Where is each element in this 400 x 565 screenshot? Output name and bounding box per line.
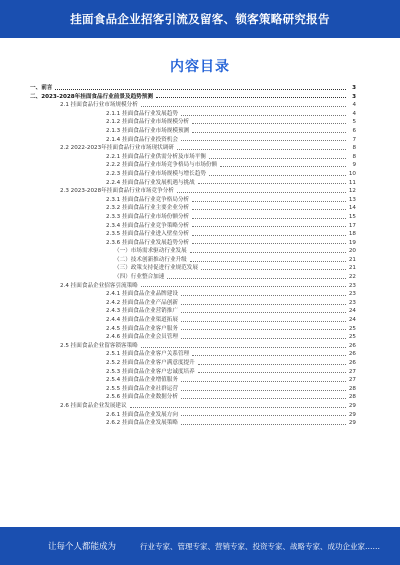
toc-entry-page: 23 [348, 299, 356, 306]
toc-entry[interactable] [30, 299, 356, 308]
toc-entry[interactable] [30, 359, 356, 368]
toc-entry[interactable] [30, 290, 356, 299]
toc-entry[interactable] [30, 273, 356, 282]
toc-entry-label: 2.4.6 挂面食品企业会员管理 [106, 334, 178, 341]
toc-dot-leader [181, 140, 346, 141]
toc-dot-leader [198, 364, 346, 365]
toc-entry-label: 2.6 挂面食品企业发展建议 [60, 402, 127, 409]
toc-entry-page: 18 [348, 231, 356, 238]
toc-entry-label: 2.2.3 挂面食品行业市场规模与增长趋势 [106, 170, 206, 177]
toc-entry-label: 二、2023-2028年挂面食品行业前景及趋势预测 [30, 93, 153, 100]
toc-dot-leader [55, 89, 346, 90]
toc-entry-label: 2.1.4 挂面食品行业投资机会 [106, 136, 178, 143]
toc-entry[interactable] [30, 204, 356, 213]
toc-dot-leader [190, 261, 346, 262]
toc-entry[interactable] [30, 230, 356, 239]
toc-entry-label: 2.1.2 挂面食品行业市场规模分析 [106, 119, 190, 126]
toc-entry[interactable] [30, 153, 356, 162]
toc-dot-leader [130, 407, 346, 408]
toc-dot-leader [192, 218, 346, 219]
toc-entry-label: 2.4.3 挂面食品企业营销推广 [106, 308, 178, 315]
toc-entry-label: 2.4.2 挂面食品企业产品创新 [106, 299, 178, 306]
toc-dot-leader [209, 175, 346, 176]
toc-entry-label: 2.3.5 挂面食品行业进入壁垒分析 [106, 231, 190, 238]
toc-entry-label: 2.2.2 挂面食品行业市场竞争格局与市场份额 [106, 162, 218, 169]
toc-entry-page: 8 [352, 145, 356, 152]
toc-dot-leader [181, 415, 346, 416]
toc-entry-page: 4 [352, 102, 356, 109]
toc-entry-label: 2.1.1 挂面食品行业发展趋势 [106, 110, 178, 117]
toc-dot-leader [192, 201, 346, 202]
toc-entry-page: 29 [348, 411, 356, 418]
toc-dot-leader [141, 106, 346, 107]
toc-entry[interactable] [30, 402, 356, 411]
toc-entry[interactable] [30, 101, 356, 110]
toc-entry-page: 26 [348, 342, 356, 349]
toc-entry-page: 25 [348, 325, 356, 332]
toc-entry-label: 2.2.4 挂面食品行业发展机遇与挑战 [106, 179, 195, 186]
toc-dot-leader [181, 398, 346, 399]
toc-entry-page: 20 [348, 248, 356, 255]
toc-dot-leader [209, 158, 346, 159]
toc-entry-label: 2.5.5 挂面食品企业社群运营 [106, 385, 178, 392]
toc-entry-label: 2.2 2022-2023年挂面食品行业市场现状调研 [60, 145, 174, 152]
toc-dot-leader [192, 123, 346, 124]
toc-entry-page: 7 [352, 136, 356, 143]
toc-entry[interactable] [30, 110, 356, 119]
table-of-contents [30, 84, 356, 428]
toc-entry-label: 2.2.1 挂面食品行业供需分析及市场平衡 [106, 153, 206, 160]
toc-entry[interactable] [30, 239, 356, 248]
toc-dot-leader [156, 97, 346, 98]
page-footer [0, 527, 400, 565]
toc-entry-label: 2.4.1 挂面食品企业品牌建设 [106, 291, 178, 298]
toc-entry-page: 12 [348, 188, 356, 195]
toc-dot-leader [141, 347, 346, 348]
toc-dot-leader [181, 312, 346, 313]
toc-entry-page: 10 [348, 170, 356, 177]
toc-entry-page: 4 [352, 110, 356, 117]
toc-entry-page: 8 [352, 153, 356, 160]
toc-entry-label: 2.3.4 挂面食品行业竞争策略分析 [106, 222, 190, 229]
toc-entry-label: （三）政策支持促进行业规范发展 [114, 265, 198, 272]
toc-dot-leader [192, 132, 346, 133]
toc-entry-label: 2.5.2 挂面食品企业客户满意度提升 [106, 360, 195, 366]
toc-entry[interactable] [30, 136, 356, 145]
toc-entry-label: 2.6.1 挂面食品企业发展方向 [106, 411, 178, 418]
toc-entry-label: 2.3.6 挂面食品行业发展趋势分析 [106, 239, 190, 246]
toc-entry-label: 2.3 2023-2028年挂面食品行业市场竞争分析 [60, 188, 174, 195]
toc-entry-page: 5 [352, 119, 356, 126]
toc-entry[interactable] [30, 187, 356, 196]
toc-dot-leader [220, 166, 346, 167]
toc-entry-page: 3 [352, 93, 356, 100]
toc-entry-page: 24 [348, 308, 356, 315]
toc-entry-page: 23 [348, 291, 356, 298]
toc-dot-leader [181, 424, 346, 425]
toc-dot-leader [201, 269, 346, 270]
toc-dot-leader [181, 115, 346, 116]
toc-dot-leader [181, 304, 346, 305]
toc-entry-page: 21 [348, 256, 356, 263]
toc-entry-page: 15 [348, 213, 356, 220]
toc-dot-leader [192, 243, 346, 244]
toc-entry-page: 3 [352, 85, 356, 91]
toc-entry[interactable] [30, 385, 356, 394]
toc-entry-page: 21 [348, 265, 356, 272]
toc-entry[interactable] [30, 196, 356, 205]
toc-dot-leader [192, 235, 346, 236]
toc-entry[interactable] [30, 170, 356, 179]
toc-entry-page: 14 [348, 205, 356, 212]
toc-entry-page: 26 [348, 360, 356, 366]
toc-entry[interactable] [30, 325, 356, 334]
toc-entry-label: 2.3.2 挂面食品行业主要企业分析 [106, 205, 190, 212]
toc-entry-page: 9 [352, 162, 356, 169]
toc-entry[interactable] [30, 222, 356, 231]
toc-entry-page: 23 [348, 282, 356, 289]
toc-dot-leader [198, 183, 346, 184]
toc-entry-page: 17 [348, 222, 356, 229]
toc-entry[interactable] [30, 393, 356, 402]
toc-entry-label: 2.1.3 挂面食品行业市场规模预测 [106, 127, 190, 134]
toc-entry-label: 2.4.5 挂面食品企业客户服务 [106, 325, 178, 332]
toc-entry[interactable] [30, 161, 356, 170]
toc-dot-leader [192, 226, 346, 227]
toc-dot-leader [190, 252, 346, 253]
toc-dot-leader [177, 149, 346, 150]
toc-entry[interactable] [30, 316, 356, 325]
toc-entry-label: 2.4.4 挂面食品企业渠道拓展 [106, 317, 178, 324]
toc-entry[interactable] [30, 179, 356, 188]
toc-dot-leader [177, 192, 346, 193]
toc-entry[interactable] [30, 213, 356, 222]
toc-entry-label: 2.5.6 挂面食品企业数据分析 [106, 394, 178, 401]
toc-entry-label: 2.5.4 挂面食品企业增值服务 [106, 377, 178, 384]
toc-dot-leader [192, 355, 346, 356]
toc-dot-leader [181, 338, 346, 339]
toc-entry[interactable] [30, 247, 356, 256]
toc-entry[interactable] [30, 127, 356, 136]
toc-entry-page: 28 [348, 394, 356, 401]
toc-entry[interactable] [30, 93, 356, 102]
toc-entry-page: 11 [348, 179, 356, 186]
toc-entry-page: 29 [348, 420, 356, 427]
toc-entry-page: 26 [348, 351, 356, 358]
toc-entry[interactable] [30, 333, 356, 342]
toc-entry-label: 2.6.2 挂面食品企业发展策略 [106, 420, 178, 427]
toc-entry[interactable] [30, 350, 356, 359]
toc-heading: 内容目录 [170, 59, 230, 75]
report-title: 挂面食品企业招客引流及留客、锁客策略研究报告 [70, 12, 330, 26]
toc-entry-page: 28 [348, 385, 356, 392]
toc-entry-page: 27 [348, 368, 356, 375]
toc-entry[interactable] [30, 282, 356, 291]
toc-entry[interactable] [30, 264, 356, 273]
toc-dot-leader [141, 286, 346, 287]
toc-entry[interactable] [30, 144, 356, 153]
toc-entry[interactable] [30, 419, 356, 428]
toc-entry-page: 13 [348, 196, 356, 203]
toc-dot-leader [181, 381, 346, 382]
toc-entry-label: 2.5.1 挂面食品企业客户关系管理 [106, 351, 190, 358]
toc-dot-leader [181, 321, 346, 322]
toc-dot-leader [181, 390, 346, 391]
toc-entry-label: 2.5.3 挂面食品企业客户忠诚度培养 [106, 368, 195, 375]
toc-entry[interactable] [30, 376, 356, 385]
toc-dot-leader [192, 209, 346, 210]
toc-dot-leader [198, 372, 346, 373]
footer-tagline: 行业专家、管理专家、营销专家、投资专家、战略专家、成功企业家…… [140, 541, 380, 551]
page-header [0, 0, 400, 38]
footer-slogan: 让每个人都能成为 [48, 542, 117, 552]
toc-entry-page: 6 [352, 127, 356, 134]
toc-entry-label: 2.5 挂面食品企业留客锁客策略 [60, 342, 138, 349]
toc-entry-label: （四）行业整合加速 [114, 274, 165, 281]
toc-entry[interactable] [30, 411, 356, 420]
toc-entry-label: 2.3.3 挂面食品行业市场份额分析 [106, 213, 190, 220]
toc-entry-page: 27 [348, 377, 356, 384]
toc-entry-page: 19 [348, 239, 356, 246]
toc-entry-page: 22 [348, 274, 356, 281]
toc-entry-label: 2.1 挂面食品行业市场规模分析 [60, 102, 138, 109]
toc-dot-leader [167, 278, 346, 279]
toc-entry[interactable] [30, 342, 356, 351]
toc-dot-leader [181, 295, 346, 296]
toc-dot-leader [181, 329, 346, 330]
toc-entry-label: 一、前言 [30, 85, 53, 91]
toc-entry[interactable] [30, 118, 356, 127]
toc-entry-label: （一）市场需求驱动行业发展 [114, 248, 187, 255]
toc-entry-page: 24 [348, 317, 356, 324]
toc-entry[interactable] [30, 84, 356, 93]
toc-entry[interactable] [30, 307, 356, 316]
toc-entry[interactable] [30, 256, 356, 265]
toc-entry-label: 2.4 挂面食品企业招客引流策略 [60, 282, 138, 289]
toc-entry-page: 29 [348, 402, 356, 409]
toc-entry-label: （二）技术创新推动行业升级 [114, 256, 187, 263]
toc-entry-page: 25 [348, 334, 356, 341]
toc-entry[interactable] [30, 368, 356, 377]
toc-entry-label: 2.3.1 挂面食品行业竞争格局分析 [106, 196, 190, 203]
